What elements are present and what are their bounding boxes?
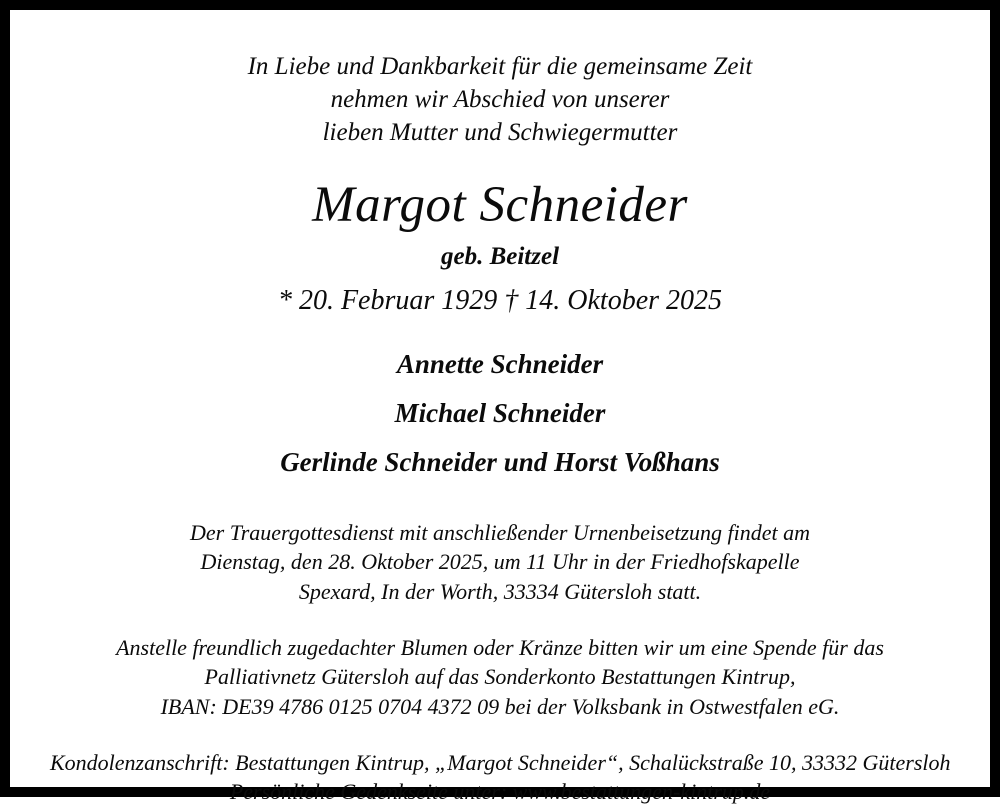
donation-request [50,633,950,722]
donation-line-3: IBAN: DE39 4786 0125 0704 4372 09 bei der Volksbank in Ostwestfalen eG. [160,693,840,719]
intro-line-2: nehmen wir Abschied von unserer [330,86,670,113]
survivor-name: Annette Schneider [396,348,604,379]
life-dates: * 20. Februar 1929 † 14. Oktober 2025 [277,284,723,316]
memorial-page-link[interactable]: Persönliche Gedenkseite unter: www.bestattungen-kintrup.de [229,779,771,805]
deceased-name: Margot Schneider [312,177,688,233]
intro-text [50,50,950,149]
funeral-service-details [50,518,950,607]
intro-line-3: lieben Mutter und Schwiegermutter [322,119,678,146]
donation-line-1: Anstelle freundlich zugedachter Blumen oder Kränze bitten wir um eine Spende für das [116,634,884,660]
survivor-name: Gerlinde Schneider und Horst Voßhans [280,446,720,477]
condolence-address [50,748,950,807]
maiden-name: geb. Beitzel [440,242,560,270]
deceased-name-block [50,179,950,317]
intro-line-1: In Liebe und Dankbarkeit für die gemeinsame Zeit [247,53,753,80]
survivor-name: Michael Schneider [394,397,606,428]
service-line-3: Spexard, In der Worth, 33334 Gütersloh statt. [298,578,702,604]
donation-line-2: Palliativnetz Gütersloh auf das Sonderkonto Bestattungen Kintrup, [204,664,796,690]
condolence-line-1: Kondolenzanschrift: Bestattungen Kintrup, „Margot Schneider“, Schalückstraße 10, 33332 Gütersloh [50,749,951,775]
service-line-1: Der Trauergottesdienst mit anschließender Urnenbeisetzung findet am [189,519,810,545]
service-line-2: Dienstag, den 28. Oktober 2025, um 11 Uhr in der Friedhofskapelle [200,549,800,575]
survivors-list [50,348,950,477]
